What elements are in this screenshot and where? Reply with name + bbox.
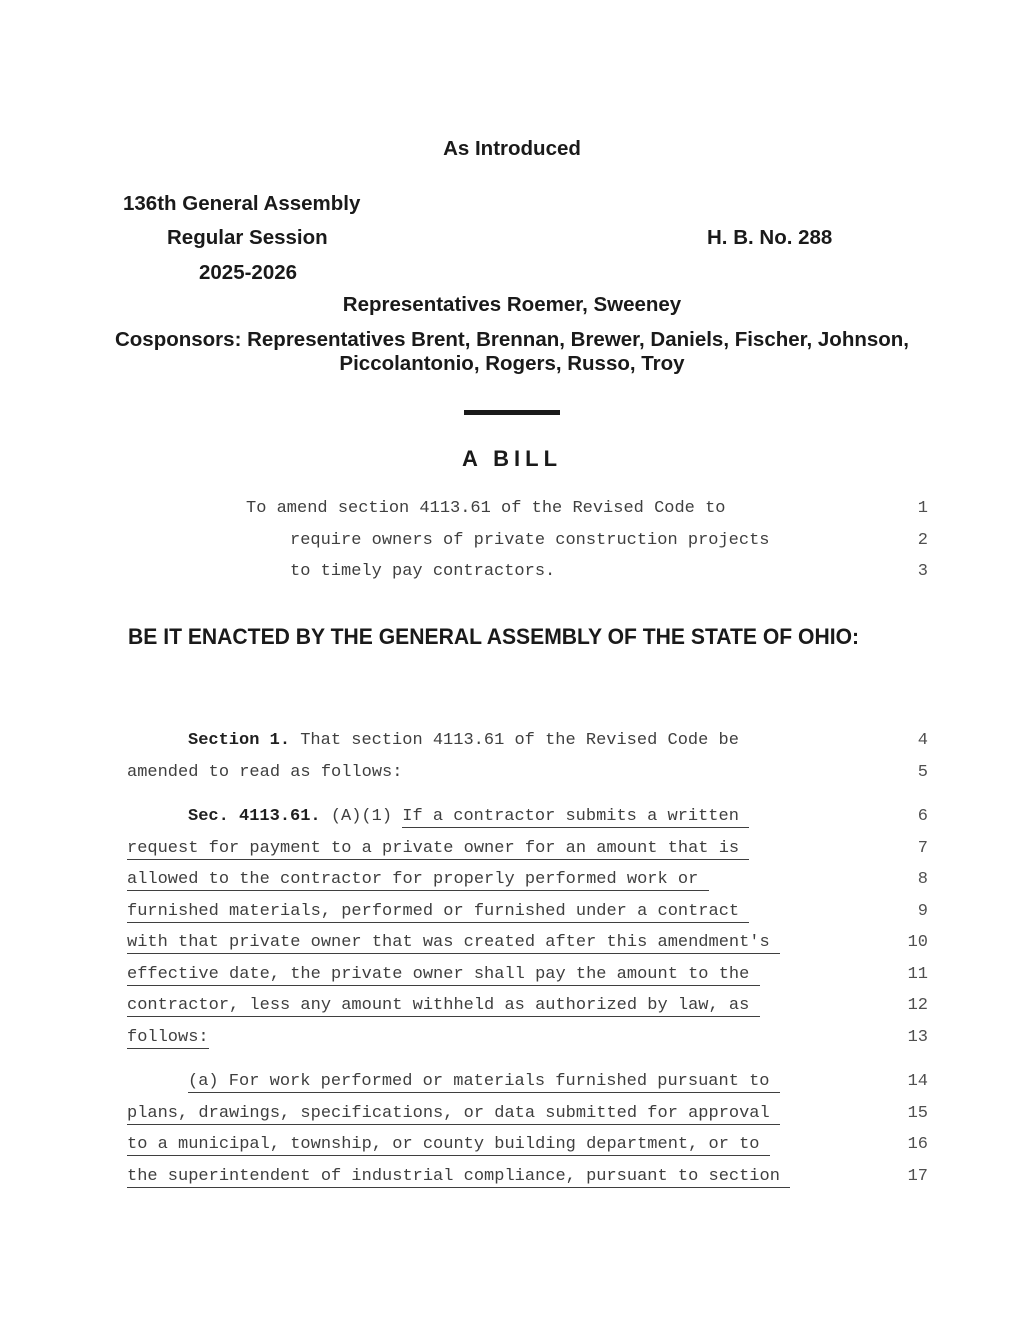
- text-line: [127, 493, 928, 525]
- text-segment-plain: require owners of private construction projects: [290, 530, 770, 550]
- text-segment-underline: contractor, less any amount withheld as authorized by law, as: [127, 996, 760, 1015]
- bill-number: H. B. No. 288: [707, 226, 833, 249]
- session-years: 2025-2026: [199, 261, 298, 284]
- cosponsors-line-2: Piccolantonio, Rogers, Russo, Troy: [339, 351, 685, 375]
- line-number: 3: [917, 562, 928, 581]
- line-number: 5: [917, 762, 928, 782]
- line-number: 1: [917, 499, 928, 518]
- line-number: 16: [907, 1135, 928, 1154]
- text-line: [127, 1022, 928, 1054]
- bill-title-block: [127, 493, 928, 588]
- line-number: 4: [917, 731, 928, 750]
- text-line: [127, 1098, 928, 1130]
- line-text: [127, 757, 888, 789]
- line-text: [127, 801, 888, 833]
- text-segment-plain: (A)(1): [320, 807, 403, 826]
- line-text: [127, 493, 888, 525]
- bill-paragraph: [127, 801, 928, 1053]
- text-line: [127, 833, 928, 865]
- text-segment-underline: plans, drawings, specifications, or data submitted for approval: [127, 1103, 780, 1123]
- text-line: [127, 801, 928, 833]
- line-text: [127, 927, 888, 959]
- cosponsors-block: [0, 328, 1024, 375]
- line-text: [127, 833, 888, 865]
- line-number: 17: [907, 1166, 928, 1186]
- line-number: 2: [917, 530, 928, 550]
- line-number: 14: [907, 1072, 928, 1091]
- text-line: [127, 757, 928, 789]
- line-number: 8: [917, 870, 928, 889]
- text-line: [127, 525, 928, 557]
- sponsors-line: Representatives Roemer, Sweeney: [342, 293, 682, 316]
- text-segment-underline: effective date, the private owner shall pay the amount to the: [127, 964, 760, 984]
- text-line: [127, 1129, 928, 1161]
- text-segment-bold: Section 1.: [188, 731, 291, 750]
- line-number: 15: [907, 1103, 928, 1123]
- session-label: Regular Session: [167, 226, 328, 249]
- text-line: [127, 864, 928, 896]
- line-text: [127, 864, 888, 896]
- text-line: [127, 990, 928, 1022]
- text-segment-underline: (a) For work performed or materials furnished pursuant to: [188, 1072, 780, 1091]
- text-segment-underline: request for payment to a private owner for an amount that is: [127, 838, 750, 858]
- line-text: [127, 1098, 888, 1130]
- line-number: 9: [917, 901, 928, 921]
- line-number: 7: [917, 838, 928, 858]
- line-text: [127, 525, 888, 557]
- line-text: [127, 1066, 888, 1098]
- line-text: [127, 725, 888, 757]
- text-segment-underline: to a municipal, township, or county building department, or to: [127, 1135, 770, 1154]
- line-number: 11: [907, 964, 928, 984]
- text-line: [127, 556, 928, 588]
- line-text: [127, 1022, 888, 1054]
- line-text: [127, 1129, 888, 1161]
- text-segment-plain: To amend section 4113.61 of the Revised Code to: [246, 499, 726, 518]
- text-segment-underline: the superintendent of industrial compliance, pursuant to section: [127, 1166, 791, 1186]
- text-segment-underline: allowed to the contractor for properly performed work or: [127, 870, 709, 889]
- bill-paragraph: [127, 1066, 928, 1192]
- bill-heading: A BILL: [461, 446, 563, 471]
- line-text: [127, 896, 888, 928]
- line-text: [127, 959, 888, 991]
- text-line: [127, 1066, 928, 1098]
- text-line: [127, 725, 928, 757]
- text-segment-plain: That section 4113.61 of the Revised Code be: [290, 731, 739, 750]
- line-text: [127, 556, 888, 588]
- text-segment-underline: If a contractor submits a written: [402, 807, 750, 826]
- text-line: [127, 959, 928, 991]
- line-text: [127, 1161, 888, 1193]
- bill-paragraph: [127, 725, 928, 788]
- divider-rule: [464, 410, 560, 415]
- status-heading: As Introduced: [443, 137, 581, 160]
- text-segment-underline: follows:: [127, 1027, 209, 1047]
- enacting-clause: BE IT ENACTED BY THE GENERAL ASSEMBLY OF THE STATE OF OHIO:: [128, 624, 860, 649]
- text-segment-plain: amended to read as follows:: [127, 762, 403, 782]
- line-number: 10: [907, 933, 928, 952]
- bill-body: [127, 725, 928, 1192]
- line-number: 13: [907, 1027, 928, 1047]
- line-text: [127, 990, 888, 1022]
- text-line: [127, 927, 928, 959]
- text-line: [127, 896, 928, 928]
- text-segment-underline: furnished materials, performed or furnished under a contract: [127, 901, 750, 921]
- line-number: 6: [917, 807, 928, 826]
- assembly-heading: 136th General Assembly: [123, 192, 361, 215]
- text-segment-underline: with that private owner that was created after this amendment's: [127, 933, 780, 952]
- text-segment-bold: Sec. 4113.61.: [188, 807, 321, 826]
- line-number: 12: [907, 996, 928, 1015]
- text-line: [127, 1161, 928, 1193]
- text-segment-plain: to timely pay contractors.: [290, 562, 556, 581]
- cosponsors-line-1: Cosponsors: Representatives Brent, Brennan, Brewer, Daniels, Fischer, Johnson,: [114, 328, 910, 351]
